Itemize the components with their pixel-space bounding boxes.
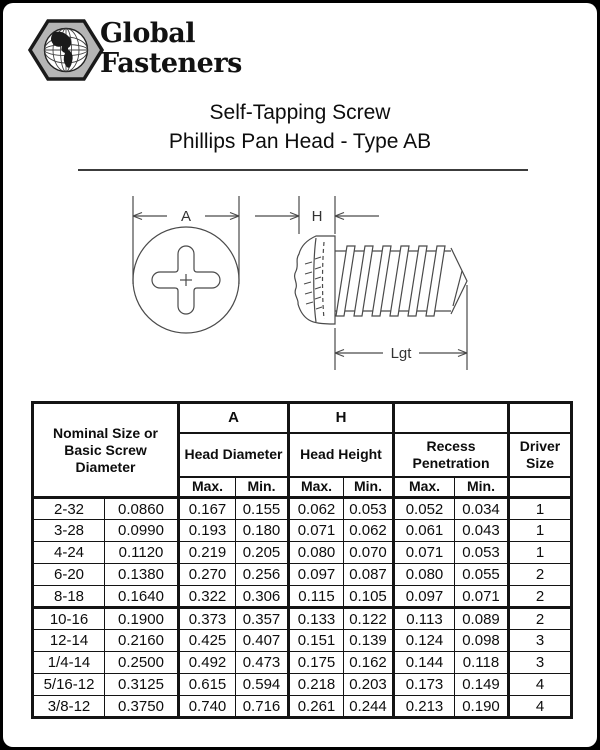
cell-a-min: 0.716 [236, 696, 289, 718]
cell-recess-max: 0.113 [394, 608, 455, 630]
cell-basic: 0.0990 [105, 520, 179, 542]
cell-a-max: 0.740 [179, 696, 236, 718]
cell-basic: 0.3750 [105, 696, 179, 718]
header-h-min: Min. [344, 477, 394, 498]
cell-recess-max: 0.052 [394, 498, 455, 520]
cell-h-max: 0.080 [289, 542, 344, 564]
cell-h-min: 0.244 [344, 696, 394, 718]
cell-a-min: 0.594 [236, 674, 289, 696]
cell-basic: 0.1640 [105, 586, 179, 608]
cell-a-min: 0.407 [236, 630, 289, 652]
cell-h-max: 0.133 [289, 608, 344, 630]
cell-driver: 2 [509, 586, 572, 608]
cell-h-min: 0.139 [344, 630, 394, 652]
cell-size: 8-18 [33, 586, 105, 608]
cell-h-max: 0.062 [289, 498, 344, 520]
cell-a-max: 0.193 [179, 520, 236, 542]
cell-driver: 4 [509, 674, 572, 696]
cell-a-min: 0.155 [236, 498, 289, 520]
cell-driver: 1 [509, 520, 572, 542]
cell-a-min: 0.357 [236, 608, 289, 630]
cell-h-max: 0.097 [289, 564, 344, 586]
cell-h-min: 0.070 [344, 542, 394, 564]
cell-a-max: 0.492 [179, 652, 236, 674]
cell-basic: 0.2160 [105, 630, 179, 652]
dim-label-h: H [311, 208, 323, 225]
cell-a-max: 0.615 [179, 674, 236, 696]
cell-h-max: 0.071 [289, 520, 344, 542]
header-driver-spacer-bottom [509, 477, 572, 498]
cell-recess-min: 0.053 [455, 542, 509, 564]
cell-size: 4-24 [33, 542, 105, 564]
cell-h-max: 0.175 [289, 652, 344, 674]
title-divider [78, 169, 528, 171]
cell-recess-min: 0.118 [455, 652, 509, 674]
cell-recess-min: 0.055 [455, 564, 509, 586]
cell-a-min: 0.473 [236, 652, 289, 674]
cell-size: 10-16 [33, 608, 105, 630]
header-recess-penetration: Recess Penetration [394, 433, 509, 477]
cell-recess-max: 0.173 [394, 674, 455, 696]
cell-recess-min: 0.043 [455, 520, 509, 542]
table-row [33, 608, 572, 630]
table-row [33, 630, 572, 652]
cell-recess-max: 0.061 [394, 520, 455, 542]
hexagon-globe-icon [27, 17, 105, 83]
header-a-min: Min. [236, 477, 289, 498]
header-recess-max: Max. [394, 477, 455, 498]
cell-size: 12-14 [33, 630, 105, 652]
table-row [33, 520, 572, 542]
page-frame [3, 3, 597, 747]
cell-basic: 0.1900 [105, 608, 179, 630]
page-title [3, 98, 597, 156]
cell-driver: 2 [509, 564, 572, 586]
table-row [33, 696, 572, 718]
table-row [33, 498, 572, 520]
cell-basic: 0.3125 [105, 674, 179, 696]
cell-a-min: 0.256 [236, 564, 289, 586]
cell-recess-min: 0.071 [455, 586, 509, 608]
cell-driver: 3 [509, 630, 572, 652]
page-title-line1: Self-Tapping Screw [209, 101, 391, 124]
header-group-a: A [179, 403, 289, 433]
cell-recess-max: 0.124 [394, 630, 455, 652]
header-driver-size: Driver Size [509, 433, 572, 477]
cell-driver: 3 [509, 652, 572, 674]
header-head-diameter: Head Diameter [179, 433, 289, 477]
screw-technical-drawing [63, 188, 543, 388]
cell-size: 1/4-14 [33, 652, 105, 674]
cell-recess-min: 0.149 [455, 674, 509, 696]
brand-name-line1: Global [100, 18, 195, 49]
header-group-recess-spacer [394, 403, 509, 433]
cell-basic: 0.1380 [105, 564, 179, 586]
header-recess-min: Min. [455, 477, 509, 498]
cell-recess-max: 0.097 [394, 586, 455, 608]
cell-h-max: 0.261 [289, 696, 344, 718]
cell-recess-max: 0.213 [394, 696, 455, 718]
spec-table-body [33, 498, 572, 718]
brand-name-line2: Fasteners [100, 48, 242, 79]
cell-a-max: 0.270 [179, 564, 236, 586]
page-title-line2: Phillips Pan Head - Type AB [168, 130, 432, 153]
cell-h-min: 0.087 [344, 564, 394, 586]
cell-a-max: 0.373 [179, 608, 236, 630]
cell-recess-max: 0.144 [394, 652, 455, 674]
cell-h-max: 0.151 [289, 630, 344, 652]
cell-recess-max: 0.080 [394, 564, 455, 586]
cell-size: 6-20 [33, 564, 105, 586]
header-head-height: Head Height [289, 433, 394, 477]
spec-table-header [33, 403, 572, 498]
header-group-h: H [289, 403, 394, 433]
cell-size: 5/16-12 [33, 674, 105, 696]
cell-size: 2-32 [33, 498, 105, 520]
cell-h-max: 0.115 [289, 586, 344, 608]
cell-h-min: 0.203 [344, 674, 394, 696]
header-a-max: Max. [179, 477, 236, 498]
cell-recess-max: 0.071 [394, 542, 455, 564]
cell-recess-min: 0.098 [455, 630, 509, 652]
cell-recess-min: 0.089 [455, 608, 509, 630]
brand-name [100, 19, 242, 79]
cell-recess-min: 0.190 [455, 696, 509, 718]
cell-driver: 2 [509, 608, 572, 630]
cell-size: 3-28 [33, 520, 105, 542]
table-row [33, 586, 572, 608]
header-h-max: Max. [289, 477, 344, 498]
cell-driver: 1 [509, 542, 572, 564]
cell-basic: 0.1120 [105, 542, 179, 564]
cell-size: 3/8-12 [33, 696, 105, 718]
cell-a-max: 0.425 [179, 630, 236, 652]
cell-h-min: 0.122 [344, 608, 394, 630]
cell-h-min: 0.062 [344, 520, 394, 542]
cell-a-max: 0.167 [179, 498, 236, 520]
table-row [33, 564, 572, 586]
cell-h-min: 0.162 [344, 652, 394, 674]
cell-h-max: 0.218 [289, 674, 344, 696]
cell-a-min: 0.306 [236, 586, 289, 608]
header-driver-spacer-top [509, 403, 572, 433]
table-row [33, 652, 572, 674]
header-nominal-size: Nominal Size or Basic Screw Diameter [33, 403, 179, 498]
dim-label-lgt: Lgt [390, 345, 412, 362]
cell-driver: 4 [509, 696, 572, 718]
cell-h-min: 0.053 [344, 498, 394, 520]
cell-a-max: 0.219 [179, 542, 236, 564]
spec-table [31, 401, 573, 719]
cell-driver: 1 [509, 498, 572, 520]
cell-a-min: 0.180 [236, 520, 289, 542]
cell-basic: 0.0860 [105, 498, 179, 520]
dim-label-a: A [180, 208, 192, 225]
table-row [33, 674, 572, 696]
cell-a-min: 0.205 [236, 542, 289, 564]
table-row [33, 542, 572, 564]
cell-a-max: 0.322 [179, 586, 236, 608]
cell-recess-min: 0.034 [455, 498, 509, 520]
cell-basic: 0.2500 [105, 652, 179, 674]
cell-h-min: 0.105 [344, 586, 394, 608]
